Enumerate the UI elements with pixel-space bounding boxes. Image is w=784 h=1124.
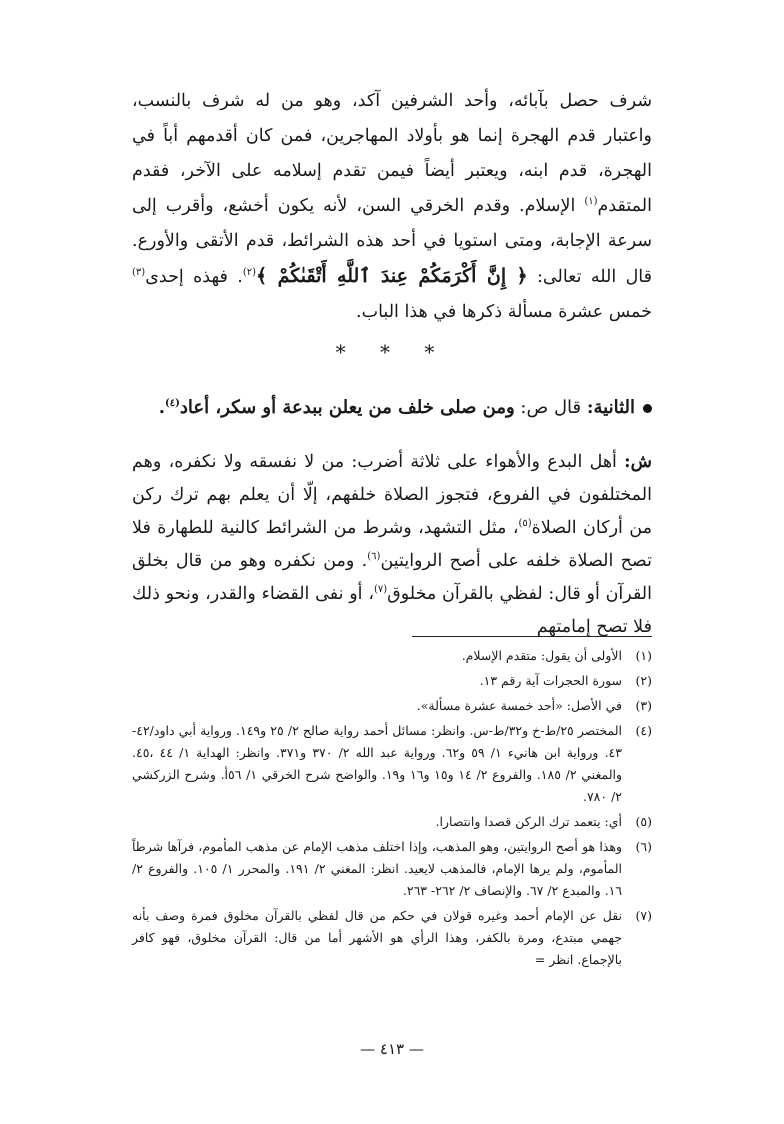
quran-verse: ﴿ إِنَّ أَكْرَمَكُمْ عِندَ ٱللَّهِ أَتْقَىٰكُمْ ﴾ [256, 265, 528, 287]
main-text-block [132, 84, 652, 330]
section-heading [132, 390, 652, 426]
footnote-number: (١) [635, 648, 652, 663]
bullet-icon [643, 404, 652, 413]
footnote [132, 836, 652, 902]
footnote-ref-7[interactable]: (٧) [373, 584, 388, 596]
main-text-part-1: شرف حصل بآبائه، وأحد الشرفين آكد، وهو من له شرف بالنسب، واعتبار قدم الهجرة إنما هو بأولاد المهاجرين، فمن كان أقدمهم أباً في الهجرة، قدم ابنه، ويعتبر أيضاً فيمن تقدم إسلامه على الآخر، فقدم المتقدم [132, 91, 652, 216]
footnote-number: (٧) [635, 908, 652, 923]
footnote-ref-5[interactable]: (٥) [518, 518, 532, 530]
section-separator: * * * [335, 340, 449, 364]
footnote-ref-6[interactable]: (٦) [367, 551, 381, 563]
footnote-ref-1[interactable]: (١) [584, 196, 598, 208]
footnote-number: (٢) [635, 673, 652, 688]
footnote-divider [412, 636, 652, 637]
heading-text: ومن صلى خلف من يعلن ببدعة أو سكر، أعاد [179, 397, 515, 418]
commentary-part-2: ، مثل التشهد، وشرط من الشرائط كالنية للطهارة فلا تصح الصلاة خلفه على أصح الروايتين [132, 518, 652, 571]
footnote-number: (٥) [635, 814, 652, 829]
footnote-text: وهذا هو أصح الروايتين، وهو المذهب، وإذا اختلف مذهب الإمام عن مذهب المأموم، فرآها شرطاً المأموم، ولم يرها الإمام، فالمذهب لايعيد. انظر: المغني ٢/ ١٩١. والمحرر ١/ ١٠٥. والفروع ٢/ ١٦. والمبدع ٢/ ٦٧. والإنصاف ٢/ ٢٦٢- ٢٦٣. [132, 839, 623, 898]
main-text-part-2: الإسلام. وقدم الخرقي السن، لأنه يكون أخشع، وأقرب إلى سرعة الإجابة، ومتى استويا في أحد هذه الشرائط، قدم الأتقى والأورع. قال الله تعالى: [132, 196, 652, 287]
footnote-ref-3[interactable]: (٣) [132, 267, 146, 279]
page-number: — ٤١٣ — [360, 1040, 424, 1058]
heading-qala: قال ص: [514, 397, 587, 418]
commentary-marker: ش: [624, 452, 652, 472]
commentary-part-1: أهل البدع والأهواء على ثلاثة أضرب: من لا نفسقه ولا نكفره، وهم المختلفون في الفروع، فتجوز الصلاة خلفهم، إلّا أن يعلم بهم ترك ركن من أركان الصلاة [132, 452, 652, 538]
main-text-part-3: . فهذه إحدى [145, 267, 243, 287]
footnote-text: في الأصل: «أحد خمسة عشرة مسألة». [416, 698, 622, 713]
footnote-ref-2[interactable]: (٢) [242, 267, 257, 279]
footnote-ref-4[interactable]: (٤) [165, 398, 180, 409]
footnote-text: الأولى أن يقول: متقدم الإسلام. [461, 648, 622, 663]
main-paragraph [132, 84, 652, 330]
footnote-text: المختصر ٢٥/ط-خ و٣٢/ط-س. وانظر: مسائل أحمد رواية صالح ٢/ ٢٥ و١٤٩. ورواية أبي داود/٤٢- ٤٣. ورواية ابن هانيء ١/ ٥٩ و٦٢. ورواية عبد الله ٢/ ٣٧٠ و٣٧١. وانظر: الهداية ١/ ٤٤ ،٤٥. والمغني ٢/ ١٨٥. والفروع ٢/ ١٤ و١٥ و١٦ و١٩. والواضح شرح الخرقي ١/ ٥٦أ. وشرح الزركشي ٢/ ٧٨٠. [132, 723, 623, 804]
footnote [132, 695, 652, 717]
heading-end: . [158, 397, 166, 418]
footnote-number: (٤) [635, 723, 652, 738]
footnote-text: سورة الحجرات آية رقم ١٣. [479, 673, 622, 688]
footnote [132, 720, 652, 808]
commentary-paragraph [132, 446, 652, 644]
footnote-text: نقل عن الإمام أحمد وغيره قولان في حكم من قال لفظي بالقرآن مخلوق فمرة وصف بأنه جهمي مبتدع، ومرة بالكفر، وهذا الرأي هو الأشهر أما من قال: القرآن مخلوق، فهو كافر بالإجماع. انظر = [132, 908, 622, 967]
footnote [132, 670, 652, 692]
main-text-part-4: خمس عشرة مسألة ذكرها في هذا الباب. [356, 302, 652, 322]
footnote-number: (٦) [635, 839, 652, 854]
commentary-part-3: . ومن نكفره وهو من قال بخلق القرآن أو قال: لفظي بالقرآن مخلوق [132, 551, 652, 604]
heading-label: الثانية: [586, 397, 635, 418]
footnote [132, 905, 652, 971]
footnote [132, 811, 652, 833]
footnotes-list [132, 645, 652, 974]
footnote [132, 645, 652, 667]
commentary-part-4: ، أو نفى القضاء والقدر، ونحو ذلك فلا تصح إمامتهم [132, 584, 652, 637]
footnote-text: أي: يتعمد ترك الركن قصدا وانتصارا. [435, 814, 622, 829]
commentary-block [132, 446, 652, 644]
footnote-number: (٣) [635, 698, 652, 713]
